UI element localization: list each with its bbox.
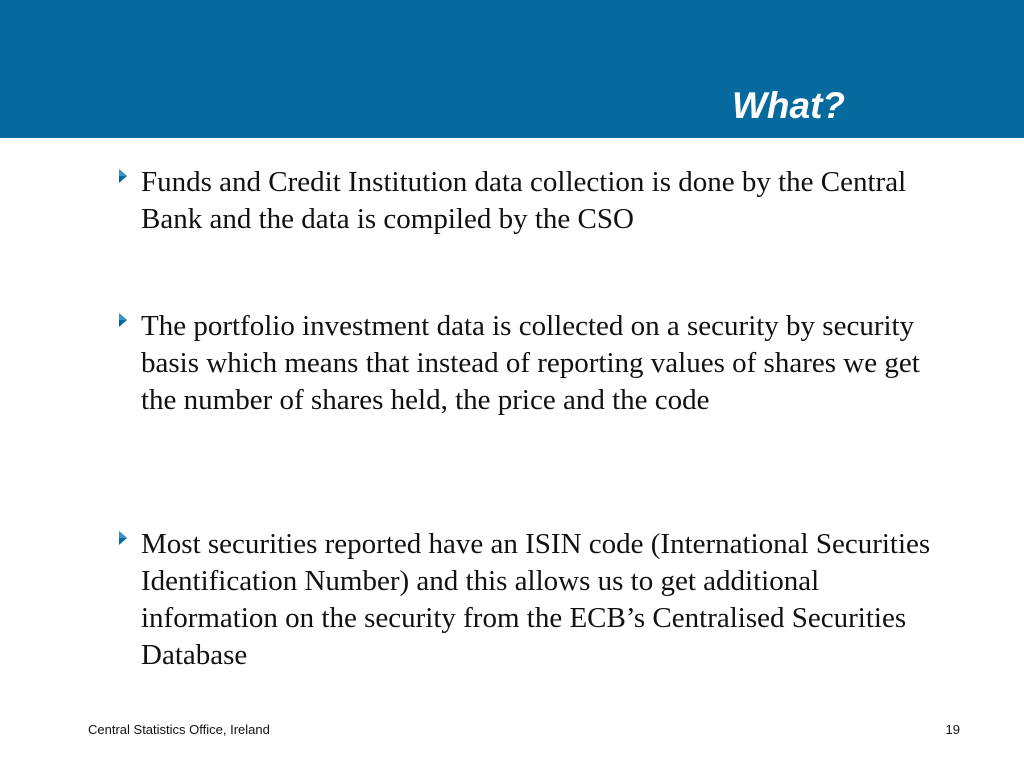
triangle-right-icon (116, 526, 130, 548)
bullet-text: Most securities reported have an ISIN code (International Securities Identification Number) and this allows us to get additional information on the security from the ECB’s Centralised Securities Database (141, 528, 931, 671)
footer-organization: Central Statistics Office, Ireland (88, 722, 270, 737)
bullet-text: The portfolio investment data is collected on a security by security basis which means that instead of reporting values of shares we get the number of shares held, the price and the code (141, 310, 920, 416)
page-number: 19 (945, 722, 960, 737)
triangle-right-icon (116, 308, 130, 330)
triangle-right-icon (116, 164, 130, 186)
slide-title: What? (732, 85, 846, 126)
header-band (0, 0, 1024, 138)
bullet-text: Funds and Credit Institution data collection is done by the Central Bank and the data is compiled by the CSO (141, 166, 907, 235)
